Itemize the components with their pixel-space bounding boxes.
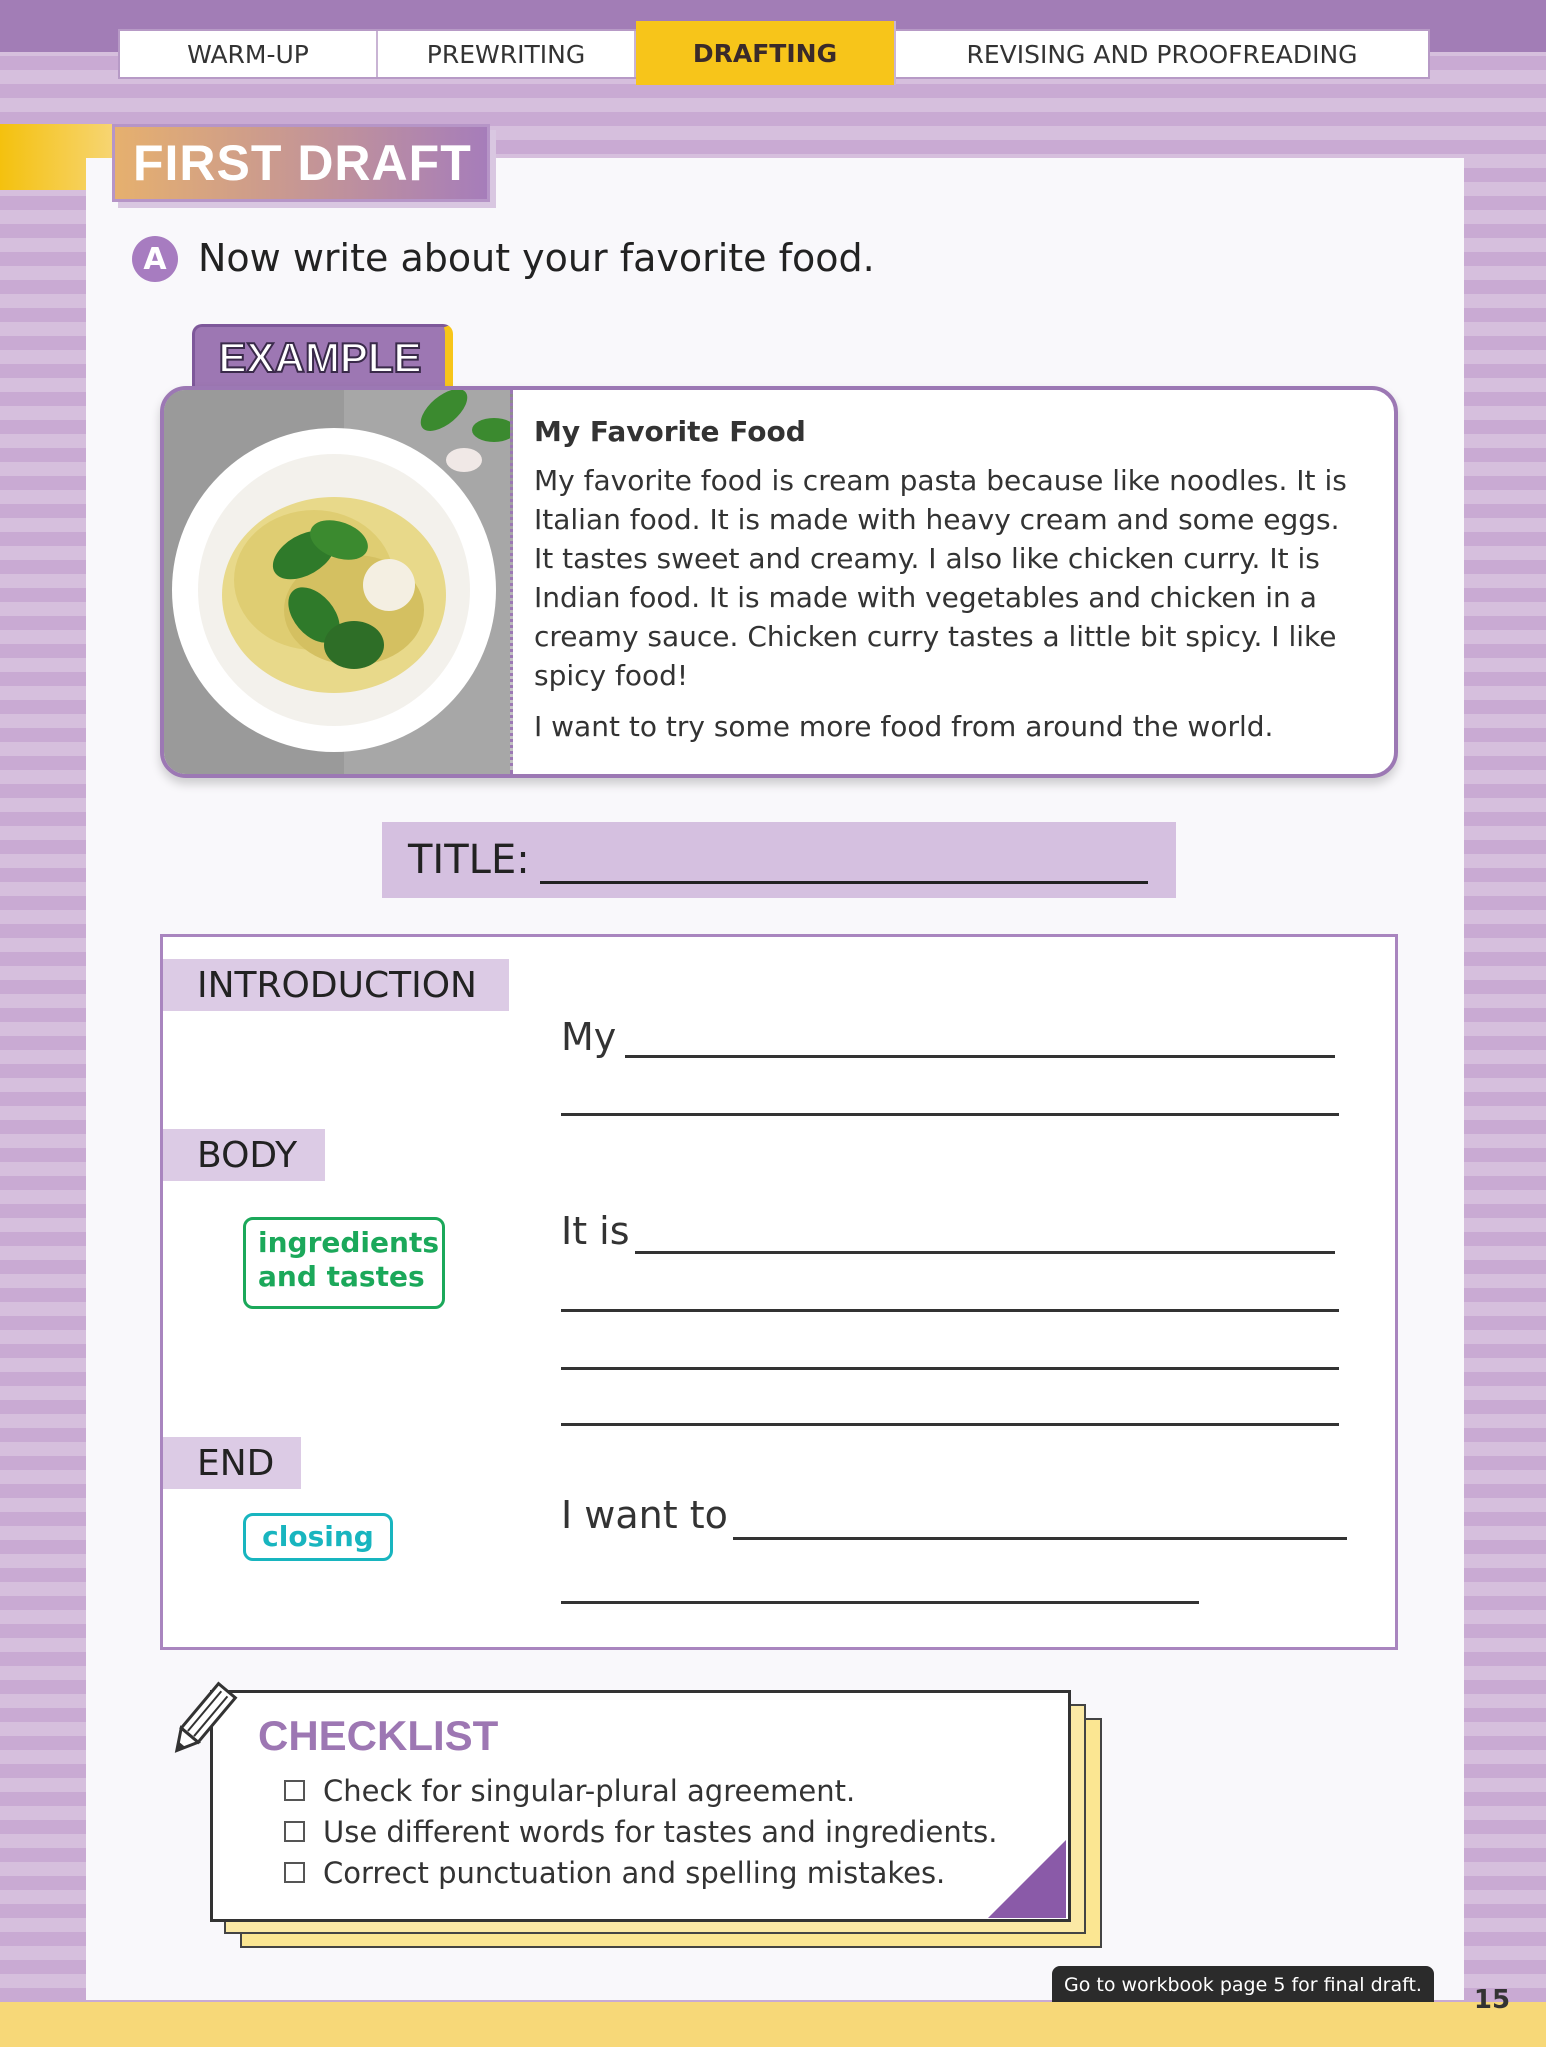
introduction-label: INTRODUCTION xyxy=(163,959,509,1011)
body-writing-line-1[interactable] xyxy=(635,1251,1335,1254)
activity-letter-badge: A xyxy=(132,236,178,282)
example-closing: I want to try some more food from around the world. xyxy=(534,710,1274,743)
example-tab xyxy=(192,324,453,389)
checklist-item-text: Use different words for tastes and ingredients. xyxy=(323,1814,998,1849)
example-text xyxy=(534,412,1354,758)
end-label: END xyxy=(163,1437,301,1489)
end-writing-line-1[interactable] xyxy=(733,1537,1347,1540)
end-writing-line-2[interactable] xyxy=(561,1601,1199,1604)
section-tabs xyxy=(118,29,1430,79)
tab-drafting[interactable]: DRAFTING xyxy=(636,21,896,85)
intro-writing-line-2[interactable] xyxy=(561,1113,1339,1116)
checkbox-icon[interactable] xyxy=(284,1821,305,1842)
page-fold-corner xyxy=(988,1840,1066,1918)
tab-warm-up[interactable]: WARM-UP xyxy=(120,31,378,77)
page-number: 15 xyxy=(1473,1985,1511,2015)
ingredients-and-tastes-chip: ingredients and tastes xyxy=(243,1217,445,1309)
title-field[interactable] xyxy=(382,822,1176,898)
checklist-item[interactable] xyxy=(284,1852,997,1893)
checklist-items xyxy=(284,1770,997,1893)
pasta-image xyxy=(164,390,513,774)
example-card xyxy=(160,386,1398,778)
checklist-item[interactable] xyxy=(284,1770,997,1811)
checklist-title: CHECKLIST xyxy=(258,1712,499,1759)
end-prompt: I want to xyxy=(561,1493,728,1537)
body-writing-line-3[interactable] xyxy=(561,1367,1339,1370)
checklist-item-text: Check for singular-plural agreement. xyxy=(323,1773,856,1808)
intro-writing-line-1[interactable] xyxy=(625,1055,1335,1058)
section-title xyxy=(112,124,490,202)
intro-prompt: My xyxy=(561,1015,617,1059)
bottom-band xyxy=(0,2002,1546,2047)
checklist-item-text: Correct punctuation and spelling mistakes. xyxy=(323,1855,946,1890)
tab-prewriting[interactable]: PREWRITING xyxy=(378,31,636,77)
example-title: My Favorite Food xyxy=(534,415,806,448)
section-title-text: FIRST DRAFT xyxy=(133,135,472,191)
body-label: BODY xyxy=(163,1129,325,1181)
example-tab-label: EXAMPLE xyxy=(218,334,422,381)
tab-revising-and-proofreading[interactable]: REVISING AND PROOFREADING xyxy=(966,39,1358,69)
checkbox-icon[interactable] xyxy=(284,1862,305,1883)
body-writing-line-2[interactable] xyxy=(561,1309,1339,1312)
workbook-note: Go to workbook page 5 for final draft. xyxy=(1052,1966,1434,2004)
draft-organizer xyxy=(160,934,1398,1650)
pencil-icon xyxy=(160,1680,244,1768)
body-writing-line-4[interactable] xyxy=(561,1423,1339,1426)
title-blank-line[interactable] xyxy=(540,881,1148,884)
closing-chip: closing xyxy=(243,1513,393,1561)
body-prompt: It is xyxy=(561,1209,630,1253)
checkbox-icon[interactable] xyxy=(284,1780,305,1801)
example-body: My favorite food is cream pasta because like noodles. It is Italian food. It is made with heavy cream and some eggs. It tastes sweet and creamy. I also like chicken curry. It is Indian food. It is made with vegetables and chicken in a creamy sauce. Chicken curry tastes a little bit spicy. I like spicy food! xyxy=(534,464,1347,692)
checklist-item[interactable] xyxy=(284,1811,997,1852)
activity-instruction: Now write about your favorite food. xyxy=(198,236,875,280)
title-label: TITLE: xyxy=(408,837,530,883)
